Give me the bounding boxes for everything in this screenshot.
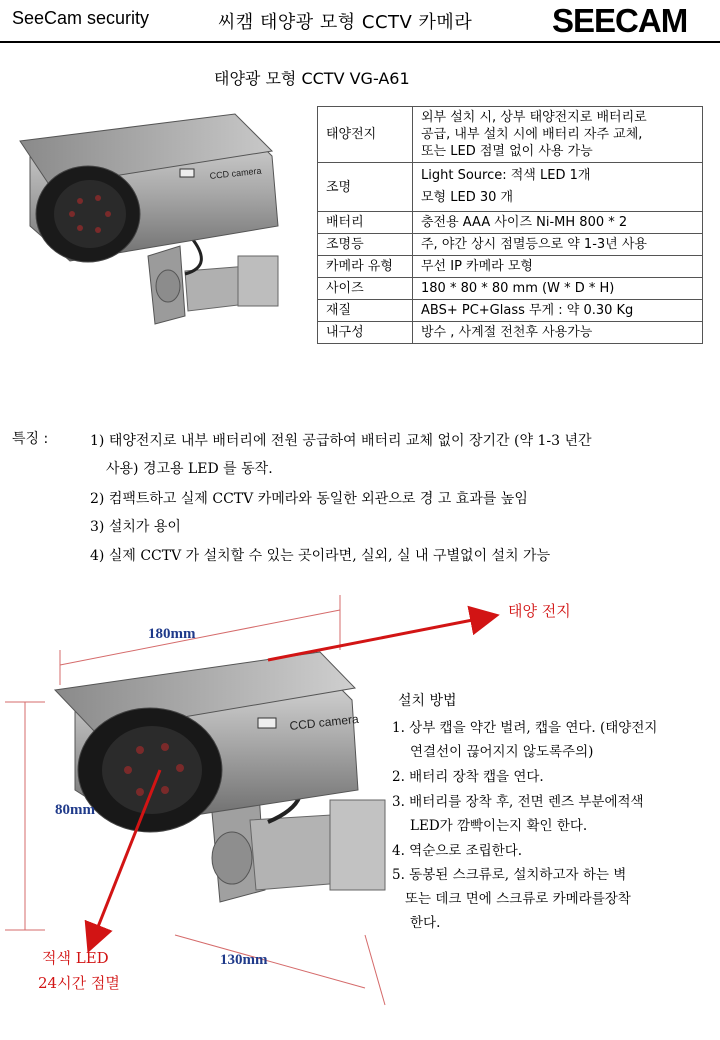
- install-step-5-cont: 또는 데크 면에 스크류로 카메라를장착: [405, 891, 631, 907]
- spec-value-line: 방수 , 사계절 전천후 사용가능: [421, 325, 593, 340]
- solar-arrow: [268, 617, 488, 660]
- install-step-2: 2. 배터리 장착 캡을 연다.: [392, 769, 544, 785]
- spec-row: [318, 163, 703, 212]
- feature-item-1: 1) 태양전지로 내부 배터리에 전원 공급하여 배터리 교체 없이 장기간 (약 1-3 년간: [90, 433, 592, 449]
- spec-key: 조명: [318, 163, 413, 212]
- install-step-5: 5. 동봉된 스크류로, 설치하고자 하는 벽: [392, 867, 627, 883]
- spec-row: [318, 256, 703, 278]
- install-step-4: 4. 역순으로 조립한다.: [392, 843, 523, 859]
- document-title: 씨캠 태양광 모형 CCTV 카메라: [218, 12, 473, 33]
- spec-value-line: 모형 LED 30 개: [421, 190, 514, 205]
- spec-value-line: ABS+ PC+Glass 무게 : 약 0.30 Kg: [421, 303, 634, 318]
- spec-value: [413, 278, 703, 300]
- spec-row: [318, 300, 703, 322]
- spec-key: 배터리: [318, 212, 413, 234]
- spec-value-line: 또는 LED 점멸 없이 사용 가능: [421, 144, 593, 159]
- spec-value: [413, 300, 703, 322]
- spec-row: [318, 322, 703, 344]
- spec-value-line: 주, 야간 상시 점멸등으로 약 1-3년 사용: [421, 237, 647, 252]
- model-title: 태양광 모형 CCTV VG-A61: [214, 69, 410, 88]
- ccd-label-top: CCD camera: [209, 165, 262, 181]
- header-divider: [0, 41, 720, 43]
- install-title: 설치 방법: [398, 693, 457, 709]
- install-step-1-cont: 연결선이 끊어지지 않도록주의): [410, 744, 594, 760]
- install-step-5-end: 한다.: [410, 915, 441, 931]
- spec-key: 태양전지: [318, 107, 413, 163]
- led-blink-label: 24시간 점멸: [38, 974, 120, 992]
- feature-item-4: 4) 실제 CCTV 가 설치할 수 있는 곳이라면, 실외, 실 내 구별없이 설치 가능: [90, 548, 551, 564]
- feature-item-3: 3) 설치가 용이: [90, 519, 181, 535]
- feature-item-1-cont: 사용) 경고용 LED 를 동작.: [106, 461, 273, 477]
- spec-value: [413, 322, 703, 344]
- height-label: 80mm: [55, 802, 95, 818]
- depth-label: 130mm: [220, 952, 268, 968]
- feature-item-2: 2) 컴팩트하고 실제 CCTV 카메라와 동일한 외관으로 경 고 효과를 높임: [90, 491, 528, 507]
- ccd-label-bottom: CCD camera: [288, 711, 360, 733]
- spec-value-line: 180 * 80 * 80 mm (W * D * H): [421, 281, 615, 296]
- solar-label: 태양 전지: [508, 602, 571, 620]
- features-label: 특징 :: [12, 431, 49, 447]
- spec-value: [413, 212, 703, 234]
- spec-key: 재질: [318, 300, 413, 322]
- spec-value: [413, 256, 703, 278]
- spec-value-line: 외부 설치 시, 상부 태양전지로 배터리로: [421, 110, 647, 125]
- seecam-logo: SEECAM: [552, 2, 688, 39]
- spec-key: 내구성: [318, 322, 413, 344]
- camera-product-image: [10, 96, 310, 366]
- spec-key: 조명등: [318, 234, 413, 256]
- spec-value-line: 무선 IP 카메라 모형: [421, 259, 533, 274]
- spec-row: [318, 212, 703, 234]
- install-step-3: 3. 배터리를 장착 후, 전면 렌즈 부분에적색: [392, 794, 644, 810]
- spec-table: [317, 106, 703, 344]
- spec-key: 카메라 유형: [318, 256, 413, 278]
- install-step-3-cont: LED가 깜빡이는지 확인 한다.: [410, 818, 588, 834]
- width-label: 180mm: [148, 626, 196, 642]
- install-step-1: 1. 상부 캡을 약간 벌려, 캡을 연다. (태양전지: [392, 720, 658, 736]
- spec-value-line: Light Source: 적색 LED 1개: [421, 168, 591, 183]
- spec-value: [413, 163, 703, 212]
- spec-row: [318, 107, 703, 163]
- spec-value: [413, 107, 703, 163]
- spec-row: [318, 278, 703, 300]
- spec-row: [318, 234, 703, 256]
- led-label: 적색 LED: [42, 949, 109, 967]
- spec-value-line: 충전용 AAA 사이즈 Ni-MH 800 * 2: [421, 215, 628, 230]
- spec-value: [413, 234, 703, 256]
- spec-value-line: 공급, 내부 설치 시에 배터리 자주 교체,: [421, 127, 643, 142]
- spec-key: 사이즈: [318, 278, 413, 300]
- brand-name: SeeCam security: [12, 8, 150, 28]
